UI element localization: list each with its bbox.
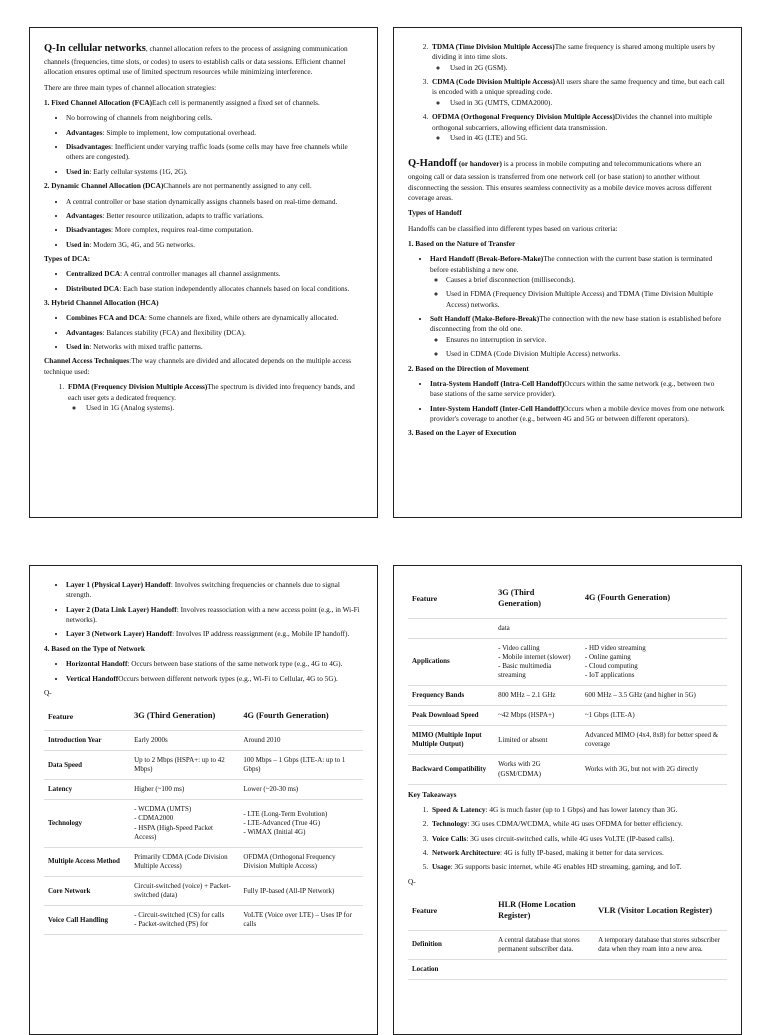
table-cell: Up to 2 Mbps (HSPA+: up to 42 Mbps) [130, 751, 239, 780]
nature-list [408, 254, 727, 359]
row-feature-cell: Voice Call Handling [44, 906, 130, 935]
hard-desc: The connection with the current base station is terminated before establishing a new one. [430, 254, 713, 274]
intra-system-item [430, 379, 727, 400]
tdma-sub [432, 63, 727, 73]
table-cell: Advanced MIMO (4x4, 8x8) for better speed & coverage [581, 726, 727, 755]
inter-desc: Occurs when a mobile device moves from one network provider's coverage to another (e.g., between 4G and 5G or between different operators). [430, 403, 725, 423]
column-header: Feature [408, 580, 494, 618]
table-cell: - HD video streaming - Online gaming - Cloud computing - IoT applications [581, 638, 727, 685]
table-cell: A central database that stores permanent subscriber data. [494, 930, 594, 959]
network-list [44, 659, 363, 684]
row-feature-cell: MIMO (Multiple Input Multiple Output) [408, 726, 494, 755]
dca-title: 2. Dynamic Channel Allocation (DCA) [44, 181, 164, 191]
dca-list [44, 197, 363, 250]
network-heading: 4. Based on the Type of Network [44, 643, 145, 653]
key-takeaways-heading: Key Takeaways [408, 789, 457, 799]
table-row [408, 930, 727, 959]
hlr-vlr-table [408, 892, 727, 980]
table-row [408, 618, 727, 638]
access-list-2 [408, 42, 727, 143]
list-item-label: Disadvantages [66, 225, 112, 235]
list-item-text: : 4G is fully IP-based, making it better for data services. [500, 848, 664, 858]
table-row [44, 800, 363, 847]
list-item-label: Used in [66, 239, 90, 249]
comparison-table-3g-4g [44, 703, 363, 935]
row-feature-cell: Core Network [44, 876, 130, 905]
table-body [408, 618, 727, 784]
table-cell: ~1 Gbps (LTE-A) [581, 706, 727, 726]
table-header-row [408, 580, 727, 618]
soft-handoff-item [430, 314, 727, 359]
list-item-label: Layer 2 (Data Link Layer) Handoff [66, 604, 177, 614]
types-handoff-heading: Types of Handoff [408, 208, 462, 218]
list-item [66, 113, 363, 123]
list-item-text: : Modern 3G, 4G, and 5G networks. [89, 239, 195, 249]
table-row [44, 780, 363, 800]
table-cell: - Video calling - Mobile internet (slower) - Basic multimedia streaming [494, 638, 581, 685]
classified-text: Handoffs can be classified into different types based on various criteria: [408, 223, 618, 233]
question-heading: Q-In cellular networks [44, 43, 146, 54]
table-row [44, 731, 363, 751]
table-cell: ~42 Mbps (HSPA+) [494, 706, 581, 726]
tdma-title: TDMA (Time Division Multiple Access) [432, 42, 555, 51]
table-cell: Lower (~20-30 ms) [239, 780, 363, 800]
handoff-question: Q-Handoff [408, 158, 458, 170]
list-item-text: : Inefficient under varying traffic loads (some cells may have free channels while others are congested). [66, 142, 348, 162]
ofdma-title: OFDMA (Orthogonal Frequency Division Multiple Access) [432, 112, 615, 122]
hard-handoff-item [430, 254, 727, 310]
list-item-label: Layer 1 (Physical Layer) Handoff [66, 580, 171, 589]
dca-heading [44, 181, 363, 191]
table-cell: Around 2010 [239, 731, 363, 751]
hard-title: Hard Handoff (Break-Before-Make) [430, 254, 544, 264]
list-item-text: : Networks with mixed traffic patterns. [89, 342, 203, 352]
inter-system-item [430, 404, 727, 425]
sub-list-item: ◦ Used in FDMA (Frequency Division Multiple Access) and TDMA (Time Division Multiple Access) networks. [446, 289, 727, 310]
table-row [44, 847, 363, 876]
dca-desc: Channels are not permanently assigned to any cell. [163, 181, 312, 191]
table-cell: 800 MHz – 2.1 GHz [494, 686, 581, 706]
list-item-label: Combines FCA and DCA [66, 313, 145, 323]
list-item [66, 674, 363, 684]
list-item-label: Used in [66, 166, 90, 176]
table-cell: - WCDMA (UMTS) - CDMA2000 - HSPA (High-Speed Packet Access) [130, 800, 239, 847]
ofdma-used: ◦ Used in 4G (LTE) and 5G. [448, 133, 727, 143]
access-desc: :The way channels are divided and allocated depends on the multiple access technique used: [44, 356, 352, 376]
list-item [66, 328, 363, 338]
direction-heading: 2. Based on the Direction of Movement [408, 363, 529, 373]
tdma-desc: The same frequency is shared among multiple users by dividing it into time slots. [432, 42, 716, 62]
list-item [66, 342, 363, 352]
fca-heading [44, 98, 363, 108]
tdma-item [430, 42, 727, 73]
table-cell: VoLTE (Voice over LTE) – Uses IP for calls [239, 906, 363, 935]
table-row [408, 959, 727, 979]
list-item [66, 225, 363, 235]
layer-list [44, 580, 363, 640]
nature-heading: 1. Based on the Nature of Transfer [408, 238, 516, 248]
hca-heading: 3. Hybrid Channel Allocation (HCA) [44, 298, 159, 308]
table-cell [594, 959, 727, 979]
list-item [66, 659, 363, 669]
table-header-row [44, 703, 363, 730]
soft-desc: The connection with the new base station is established before disconnecting from the old one. [430, 314, 722, 334]
row-feature-cell: Latency [44, 780, 130, 800]
list-item [66, 284, 363, 294]
list-item-text: : Involves switching frequencies or channels due to signal strength. [66, 580, 340, 600]
list-item-label: Horizontal Handoff [66, 659, 128, 669]
hca-list [44, 313, 363, 352]
list-item [66, 197, 363, 207]
key-takeaways-list [408, 805, 727, 873]
list-item [66, 605, 363, 626]
list-item-text: Occurs between different network types (e.g., Wi-Fi to Cellular, 4G to 5G). [118, 673, 338, 683]
access-list-1 [44, 382, 363, 413]
cdma-desc: All users share the same frequency and time, but each call is encoded with a unique spreading code. [432, 77, 725, 97]
table-cell: Circuit-switched (voice) + Packet-switched (data) [130, 876, 239, 905]
list-item-text: : Simple to implement, low computational overhead. [102, 127, 257, 137]
cdma-title: CDMA (Code Division Multiple Access) [432, 77, 556, 87]
list-item [66, 142, 363, 163]
inter-title: Inter-System Handoff (Inter-Cell Handoff) [430, 403, 564, 413]
table-cell: OFDMA (Orthogonal Frequency Division Multiple Access) [239, 847, 363, 876]
row-feature-cell [408, 618, 494, 638]
soft-title: Soft Handoff (Make-Before-Break) [430, 314, 540, 324]
document-page-4 [393, 565, 742, 1035]
channel-allocation-intro [44, 42, 363, 78]
list-item [430, 848, 727, 858]
fca-list [44, 113, 363, 177]
list-item [430, 862, 727, 872]
ofdma-item [430, 112, 727, 143]
list-item-text: : Some channels are fixed, while others are dynamically allocated. [144, 313, 339, 323]
table-row [408, 726, 727, 755]
soft-sub [430, 335, 727, 360]
row-feature-cell: Technology [44, 800, 130, 847]
direction-list [408, 379, 727, 424]
handoff-desc: is a process in mobile computing and telecommunications where an ongoing call or data session is transferred from one network cell (or base station) to another without disconnecting the session. This ensures seamless connectivity as a mobile device moves across different coverage areas. [408, 159, 712, 202]
table-row [408, 686, 727, 706]
page-2-content [394, 28, 741, 439]
list-item-text: A central controller or base station dynamically assigns channels based on real-time demand. [66, 196, 338, 206]
access-techniques [44, 356, 363, 377]
column-header: Feature [44, 703, 130, 730]
list-item-label: Layer 3 (Network Layer) Handoff [66, 629, 173, 639]
row-feature-cell: Location [408, 959, 494, 979]
table-cell: - Circuit-switched (CS) for calls - Packet-switched (PS) for [130, 906, 239, 935]
row-feature-cell: Backward Compatibility [408, 755, 494, 784]
list-item-text: : Better resource utilization, adapts to traffic variations. [102, 210, 264, 220]
row-feature-cell: Introduction Year [44, 731, 130, 751]
row-feature-cell: Definition [408, 930, 494, 959]
list-item [430, 834, 727, 844]
cdma-item [430, 77, 727, 108]
table-cell: Works with 3G, but not with 2G directly [581, 755, 727, 784]
intra-desc: Occurs within the same network (e.g., between two base stations of the same service provider). [430, 378, 715, 399]
list-item-text: : Each base station independently allocates channels based on local conditions. [119, 283, 350, 293]
handoff-paren: (or handover) [457, 159, 502, 169]
table-cell: data [494, 618, 581, 638]
table-cell: Higher (~100 ms) [130, 780, 239, 800]
types-dca-list [44, 269, 363, 294]
cdma-sub [432, 98, 727, 108]
list-item-label: Voice Calls [432, 833, 467, 843]
table-cell: Limited or absent [494, 726, 581, 755]
column-header: 4G (Fourth Generation) [581, 580, 727, 618]
layer-heading: 3. Based on the Layer of Execution [408, 428, 517, 438]
table-row [408, 755, 727, 784]
table-cell: A temporary database that stores subscriber data when they roam into a new area. [594, 930, 727, 959]
tdma-used: ◦ Used in 2G (GSM). [448, 63, 727, 73]
list-item-text: : 4G is much faster (up to 1 Gbps) and has lower latency than 3G. [485, 804, 678, 814]
intra-title: Intra-System Handoff (Intra-Cell Handoff) [430, 378, 565, 388]
list-item-label: Advantages [66, 127, 103, 137]
list-item-label: Speed & Latency [432, 804, 486, 814]
list-item-text: : A central controller manages all channel assignments. [120, 269, 281, 279]
list-item [66, 629, 363, 639]
handoff-intro [408, 157, 727, 203]
sub-list-item: ◦ Causes a brief disconnection (milliseconds). [446, 275, 727, 285]
list-item-label: Advantages [66, 327, 103, 337]
sub-list-item: ◦ Ensures no interruption in service. [446, 335, 727, 345]
list-item-label: Usage [432, 862, 451, 872]
list-item [66, 128, 363, 138]
column-header: HLR (Home Location Register) [494, 892, 594, 930]
ofdma-sub [432, 133, 727, 143]
list-item-text: : Involves IP address reassignment (e.g., Mobile IP handoff). [172, 629, 350, 639]
document-page-1 [29, 27, 378, 518]
cdma-used: ◦ Used in 3G (UMTS, CDMA2000). [448, 98, 727, 108]
fdma-used: ◦ Used in 1G (Analog systems). [84, 403, 363, 413]
hlr-table-body [408, 930, 727, 979]
table-row [44, 906, 363, 935]
access-title: Channel Access Techniques [44, 356, 130, 366]
list-item [66, 269, 363, 279]
list-item-label: Network Architecture [432, 848, 501, 858]
types-dca-heading: Types of DCA: [44, 253, 91, 263]
table-cell [494, 959, 594, 979]
table-cell: Works with 2G (GSM/CDMA) [494, 755, 581, 784]
hlr-header-row [408, 892, 727, 930]
list-item-text: No borrowing of channels from neighboring cells. [66, 113, 213, 123]
page-4-content [394, 566, 741, 980]
list-item-label: Disadvantages [66, 142, 112, 152]
list-item-text: : Occurs between base stations of the same network type (e.g., 4G to 4G). [127, 659, 343, 669]
list-item-label: Used in [66, 342, 90, 352]
table-cell: Fully IP-based (All-IP Network) [239, 876, 363, 905]
row-feature-cell: Applications [408, 638, 494, 685]
table-cell: Early 2000s [130, 731, 239, 751]
fdma-item [66, 382, 363, 413]
q-label: Q- [44, 687, 52, 697]
list-item-text: : Balances stability (FCA) and flexibility (DCA). [102, 327, 246, 337]
table-cell: 600 MHz – 3.5 GHz (and higher in 5G) [581, 686, 727, 706]
table-cell: 100 Mbps – 1 Gbps (LTE-A: up to 1 Gbps) [239, 751, 363, 780]
fdma-title: FDMA (Frequency Division Multiple Access) [68, 382, 208, 392]
fdma-sub [68, 403, 363, 413]
page-1-content [30, 28, 377, 413]
column-header: 3G (Third Generation) [130, 703, 239, 730]
list-item [66, 167, 363, 177]
hard-sub [430, 275, 727, 310]
column-header: VLR (Visitor Location Register) [594, 892, 727, 930]
column-header: Feature [408, 892, 494, 930]
table-row [44, 751, 363, 780]
fca-title: 1. Fixed Channel Allocation (FCA) [44, 97, 153, 107]
fdma-desc: The spectrum is divided into frequency bands, and each user gets a dedicated frequency. [68, 382, 355, 402]
document-page-3 [29, 565, 378, 1035]
sub-list-item: ◦ Used in CDMA (Code Division Multiple Access) networks. [446, 349, 727, 359]
list-item [430, 819, 727, 829]
table-body [44, 731, 363, 935]
table-row [408, 638, 727, 685]
list-item-label: Vertical Handoff [66, 673, 119, 683]
list-item-text: : Early cellular systems (1G, 2G). [89, 166, 188, 176]
ofdma-desc: Divides the channel into multiple orthogonal subcarriers, allowing efficient data transmission. [432, 112, 713, 132]
list-item-label: Technology [432, 819, 468, 829]
intro-text: , channel allocation refers to the process of assigning communication channels (frequencies, time slots, or codes) to users to establish calls or data sessions. Efficient channel allocation ensures optimal use of limited spectrum resources while minimizing interference. [44, 44, 348, 77]
list-item [66, 580, 363, 601]
list-item-text: : 3G supports basic internet, while 4G enables HD streaming, gaming, and IoT. [450, 862, 682, 872]
list-item-label: Centralized DCA [66, 269, 121, 279]
row-feature-cell: Frequency Bands [408, 686, 494, 706]
q-label: Q- [408, 876, 416, 886]
row-feature-cell: Data Speed [44, 751, 130, 780]
list-item-text: : More complex, requires real-time computation. [111, 225, 254, 235]
table-cell [581, 618, 727, 638]
three-types-text: There are three main types of channel allocation strategies: [44, 82, 217, 92]
list-item [66, 211, 363, 221]
list-item [66, 313, 363, 323]
list-item [430, 805, 727, 815]
table-row [408, 706, 727, 726]
column-header: 3G (Third Generation) [494, 580, 581, 618]
list-item-label: Advantages [66, 210, 103, 220]
list-item [66, 240, 363, 250]
table-cell: - LTE (Long-Term Evolution) - LTE-Advanced (True 4G) - WiMAX (Initial 4G) [239, 800, 363, 847]
table-cell: Primarily CDMA (Code Division Multiple Access) [130, 847, 239, 876]
list-item-text: : 3G uses circuit-switched calls, while 4G uses VoLTE (IP-based calls). [466, 833, 675, 843]
row-feature-cell: Multiple Access Method [44, 847, 130, 876]
list-item-label: Distributed DCA [66, 283, 120, 293]
column-header: 4G (Fourth Generation) [239, 703, 363, 730]
row-feature-cell: Peak Download Speed [408, 706, 494, 726]
fca-desc: Each cell is permanently assigned a fixed set of channels. [152, 97, 320, 107]
page-3-content [30, 566, 377, 935]
document-page-2 [393, 27, 742, 518]
table-row [44, 876, 363, 905]
list-item-text: : 3G uses CDMA/WCDMA, while 4G uses OFDMA for better efficiency. [467, 819, 683, 829]
comparison-table-3g-4g-continued [408, 580, 727, 785]
list-item-text: : Involves reassociation with a new access point (e.g., in Wi-Fi networks). [66, 604, 360, 625]
